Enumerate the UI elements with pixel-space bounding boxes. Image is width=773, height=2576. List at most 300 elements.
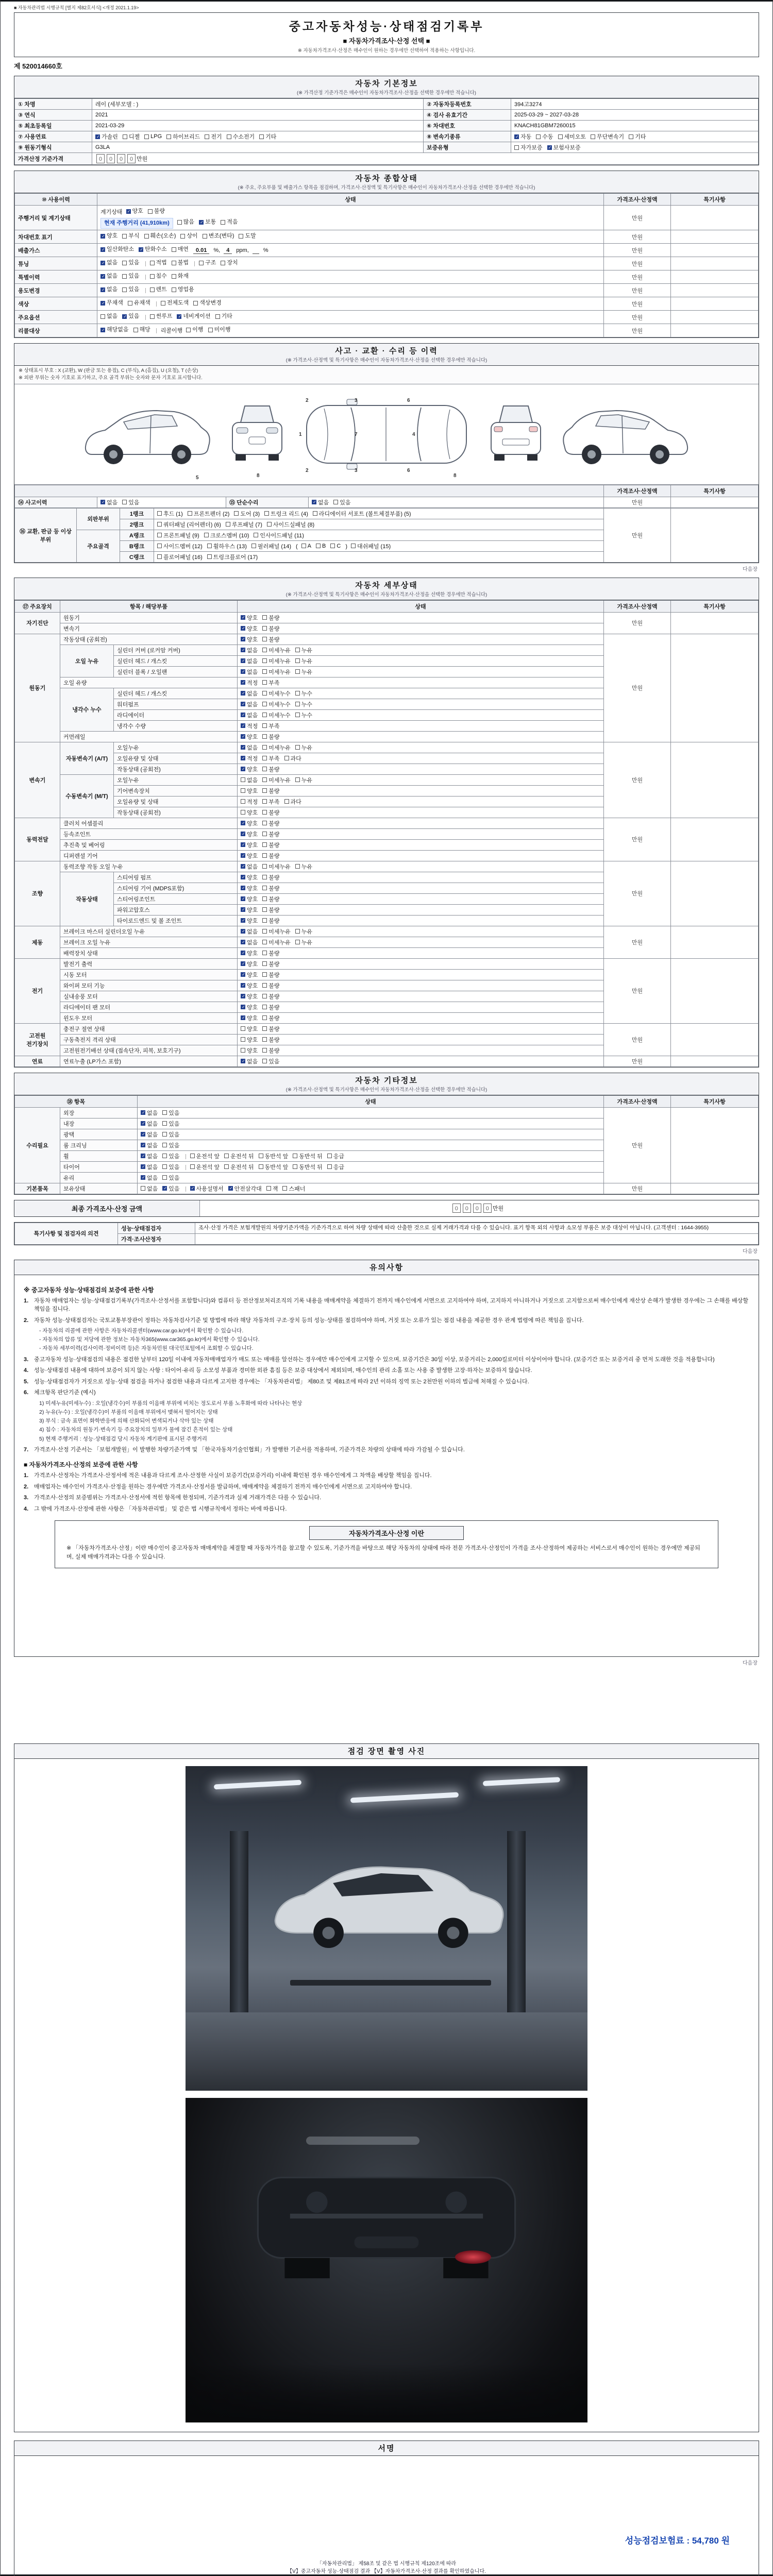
checkbox-option[interactable] (312, 498, 329, 506)
checkbox-icon[interactable] (262, 1015, 267, 1020)
checkbox-icon[interactable] (162, 1121, 167, 1126)
checkbox-option[interactable] (295, 938, 312, 946)
checkbox-checked-icon[interactable] (100, 247, 105, 252)
checkbox-option[interactable] (199, 258, 216, 268)
checkbox-option[interactable] (295, 668, 312, 676)
checkbox-option[interactable] (591, 132, 624, 141)
checkbox-icon[interactable] (161, 301, 165, 306)
checkbox-icon[interactable] (177, 220, 182, 225)
checkbox-icon[interactable] (162, 1110, 167, 1115)
checkbox-option[interactable] (262, 614, 279, 622)
checkbox-icon[interactable] (295, 713, 300, 717)
checkbox-option[interactable] (100, 272, 117, 281)
checkbox-icon[interactable] (172, 247, 176, 252)
checkbox-option[interactable] (262, 819, 279, 827)
checkbox-icon[interactable] (262, 907, 267, 912)
checkbox-icon[interactable] (262, 972, 267, 977)
checkbox-option[interactable] (162, 1130, 179, 1139)
checkbox-icon[interactable] (262, 1048, 267, 1053)
checkbox-option[interactable] (241, 895, 258, 903)
checkbox-option[interactable] (162, 1152, 179, 1160)
checkbox-option[interactable] (241, 906, 258, 914)
checkbox-option[interactable] (100, 498, 117, 506)
checkbox-option[interactable] (514, 143, 543, 151)
checkbox-option[interactable] (251, 542, 291, 550)
checkbox-icon[interactable] (208, 328, 213, 332)
checkbox-checked-icon[interactable] (241, 832, 245, 836)
checkbox-option[interactable] (262, 798, 279, 806)
checkbox-option[interactable] (221, 217, 238, 227)
checkbox-option[interactable] (241, 700, 258, 708)
checkbox-icon[interactable] (203, 234, 207, 239)
checkbox-option[interactable] (241, 884, 258, 892)
checkbox-checked-icon[interactable] (241, 853, 245, 858)
checkbox-option[interactable] (144, 231, 176, 241)
checkbox-option[interactable] (293, 1163, 323, 1171)
checkbox-option[interactable] (162, 1174, 179, 1182)
checkbox-option[interactable] (262, 765, 279, 773)
checkbox-icon[interactable] (262, 961, 267, 966)
checkbox-option[interactable] (295, 711, 312, 719)
checkbox-checked-icon[interactable] (241, 972, 245, 977)
checkbox-option[interactable] (241, 841, 258, 849)
checkbox-icon[interactable] (100, 314, 105, 319)
checkbox-option[interactable] (100, 312, 117, 321)
checkbox-checked-icon[interactable] (100, 328, 105, 332)
checkbox-icon[interactable] (122, 234, 127, 239)
checkbox-checked-icon[interactable] (126, 209, 131, 214)
checkbox-icon[interactable] (262, 821, 267, 825)
checkbox-icon[interactable] (221, 261, 225, 265)
checkbox-option[interactable] (262, 981, 279, 990)
checkbox-option[interactable] (262, 1036, 279, 1044)
checkbox-option[interactable] (295, 646, 312, 654)
checkbox-icon[interactable] (207, 544, 212, 548)
checkbox-option[interactable] (239, 231, 256, 241)
checkbox-icon[interactable] (262, 669, 267, 674)
checkbox-option[interactable] (262, 668, 291, 676)
checkbox-option[interactable] (262, 733, 279, 741)
checkbox-icon[interactable] (234, 511, 239, 516)
checkbox-checked-icon[interactable] (199, 220, 204, 225)
checkbox-option[interactable] (241, 787, 258, 795)
checkbox-icon[interactable] (199, 261, 204, 265)
checkbox-checked-icon[interactable] (95, 134, 100, 139)
checkbox-checked-icon[interactable] (190, 1186, 195, 1191)
checkbox-icon[interactable] (262, 648, 267, 652)
checkbox-icon[interactable] (264, 511, 269, 516)
checkbox-icon[interactable] (295, 745, 300, 750)
checkbox-option[interactable] (293, 1152, 323, 1160)
checkbox-option[interactable] (122, 272, 139, 281)
checkbox-option[interactable] (100, 258, 117, 268)
checkbox-option[interactable] (241, 949, 258, 957)
checkbox-option[interactable] (241, 852, 258, 860)
checkbox-option[interactable] (141, 1152, 158, 1160)
checkbox-option[interactable] (95, 132, 118, 141)
checkbox-checked-icon[interactable] (241, 821, 245, 825)
checkbox-option[interactable] (157, 520, 221, 529)
checkbox-icon[interactable] (293, 1154, 297, 1158)
checkbox-option[interactable] (241, 927, 258, 936)
checkbox-icon[interactable] (166, 134, 171, 139)
checkbox-option[interactable] (122, 258, 139, 268)
checkbox-icon[interactable] (313, 511, 317, 516)
checkbox-icon[interactable] (327, 1164, 332, 1169)
checkbox-option[interactable] (316, 543, 326, 549)
checkbox-icon[interactable] (262, 723, 267, 728)
checkbox-icon[interactable] (226, 522, 230, 527)
checkbox-icon[interactable] (150, 287, 155, 292)
checkbox-icon[interactable] (141, 1186, 145, 1191)
checkbox-option[interactable] (241, 722, 258, 730)
checkbox-icon[interactable] (262, 799, 267, 804)
checkbox-option[interactable] (330, 543, 341, 549)
checkbox-option[interactable] (141, 1163, 158, 1171)
checkbox-icon[interactable] (188, 511, 192, 516)
checkbox-icon[interactable] (241, 777, 245, 782)
checkbox-option[interactable] (228, 1184, 262, 1193)
checkbox-icon[interactable] (157, 522, 162, 527)
checkbox-option[interactable] (295, 743, 312, 752)
checkbox-icon[interactable] (239, 234, 243, 239)
checkbox-option[interactable] (262, 700, 291, 708)
checkbox-icon[interactable] (150, 274, 155, 279)
checkbox-option[interactable] (241, 1046, 258, 1055)
checkbox-checked-icon[interactable] (514, 134, 519, 139)
checkbox-option[interactable] (190, 1184, 224, 1193)
checkbox-checked-icon[interactable] (141, 1154, 145, 1158)
checkbox-option[interactable] (629, 132, 646, 141)
checkbox-option[interactable] (267, 520, 314, 529)
checkbox-option[interactable] (227, 132, 255, 141)
checkbox-checked-icon[interactable] (241, 896, 245, 901)
checkbox-option[interactable] (241, 830, 258, 838)
checkbox-icon[interactable] (301, 544, 306, 548)
checkbox-checked-icon[interactable] (241, 680, 245, 685)
checkbox-checked-icon[interactable] (241, 864, 245, 869)
checkbox-option[interactable] (262, 830, 279, 838)
checkbox-option[interactable] (162, 1120, 179, 1128)
checkbox-icon[interactable] (157, 544, 162, 548)
checkbox-icon[interactable] (282, 1186, 287, 1191)
checkbox-checked-icon[interactable] (241, 875, 245, 879)
checkbox-option[interactable] (295, 657, 312, 665)
checkbox-icon[interactable] (262, 788, 267, 793)
checkbox-option[interactable] (262, 689, 291, 698)
checkbox-option[interactable] (141, 1141, 158, 1149)
checkbox-checked-icon[interactable] (177, 314, 181, 319)
checkbox-option[interactable] (241, 981, 258, 990)
checkbox-icon[interactable] (227, 134, 231, 139)
checkbox-option[interactable] (141, 1120, 158, 1128)
checkbox-checked-icon[interactable] (100, 234, 105, 239)
checkbox-icon[interactable] (629, 134, 633, 139)
checkbox-checked-icon[interactable] (100, 301, 105, 306)
checkbox-icon[interactable] (262, 951, 267, 955)
checkbox-option[interactable] (226, 520, 262, 529)
checkbox-option[interactable] (241, 1003, 258, 1011)
checkbox-option[interactable] (241, 711, 258, 719)
checkbox-option[interactable] (172, 285, 194, 295)
checkbox-option[interactable] (157, 510, 183, 518)
checkbox-checked-icon[interactable] (122, 314, 127, 319)
checkbox-option[interactable] (262, 971, 279, 979)
checkbox-icon[interactable] (162, 1164, 167, 1169)
checkbox-checked-icon[interactable] (241, 637, 245, 641)
checkbox-icon[interactable] (205, 134, 209, 139)
checkbox-checked-icon[interactable] (241, 648, 245, 652)
checkbox-icon[interactable] (333, 500, 338, 504)
checkbox-icon[interactable] (128, 301, 132, 306)
checkbox-option[interactable] (284, 798, 301, 806)
checkbox-option[interactable] (241, 624, 258, 633)
checkbox-icon[interactable] (157, 533, 162, 537)
checkbox-option[interactable] (262, 906, 279, 914)
checkbox-option[interactable] (558, 132, 586, 141)
checkbox-option[interactable] (262, 884, 279, 892)
checkbox-option[interactable] (282, 1184, 305, 1193)
checkbox-icon[interactable] (591, 134, 595, 139)
checkbox-checked-icon[interactable] (241, 907, 245, 912)
checkbox-icon[interactable] (221, 220, 225, 225)
checkbox-icon[interactable] (224, 1154, 229, 1158)
checkbox-option[interactable] (313, 510, 411, 518)
checkbox-option[interactable] (162, 1184, 179, 1193)
checkbox-icon[interactable] (162, 1175, 167, 1180)
checkbox-checked-icon[interactable] (100, 500, 105, 504)
checkbox-option[interactable] (327, 1152, 344, 1160)
checkbox-option[interactable] (241, 960, 258, 968)
checkbox-option[interactable] (262, 1057, 279, 1065)
checkbox-option[interactable] (536, 132, 553, 141)
checkbox-checked-icon[interactable] (241, 929, 245, 934)
checkbox-icon[interactable] (259, 134, 264, 139)
checkbox-icon[interactable] (262, 1005, 267, 1009)
checkbox-option[interactable] (241, 992, 258, 1001)
checkbox-option[interactable] (262, 1003, 279, 1011)
checkbox-icon[interactable] (241, 810, 245, 815)
checkbox-option[interactable] (141, 1130, 158, 1139)
checkbox-icon[interactable] (293, 1164, 297, 1169)
checkbox-option[interactable] (150, 272, 167, 281)
checkbox-icon[interactable] (150, 314, 155, 319)
checkbox-option[interactable] (241, 798, 258, 806)
checkbox-checked-icon[interactable] (162, 1186, 167, 1191)
checkbox-checked-icon[interactable] (139, 247, 143, 252)
checkbox-option[interactable] (157, 531, 199, 539)
checkbox-icon[interactable] (172, 261, 176, 265)
checkbox-checked-icon[interactable] (241, 1059, 245, 1063)
checkbox-option[interactable] (514, 132, 531, 141)
checkbox-icon[interactable] (262, 896, 267, 901)
checkbox-icon[interactable] (204, 533, 209, 537)
checkbox-option[interactable] (100, 231, 117, 241)
checkbox-icon[interactable] (262, 734, 267, 739)
checkbox-icon[interactable] (267, 522, 272, 527)
checkbox-icon[interactable] (162, 1154, 167, 1158)
checkbox-icon[interactable] (262, 994, 267, 998)
checkbox-checked-icon[interactable] (241, 723, 245, 728)
checkbox-option[interactable] (241, 754, 258, 762)
checkbox-option[interactable] (204, 531, 249, 539)
checkbox-icon[interactable] (241, 788, 245, 793)
checkbox-icon[interactable] (295, 702, 300, 706)
checkbox-option[interactable] (547, 143, 581, 151)
checkbox-option[interactable] (162, 1109, 179, 1117)
checkbox-icon[interactable] (224, 1164, 229, 1169)
checkbox-option[interactable] (123, 132, 140, 141)
checkbox-icon[interactable] (262, 691, 267, 696)
checkbox-icon[interactable] (150, 261, 155, 265)
checkbox-option[interactable] (241, 1036, 258, 1044)
checkbox-icon[interactable] (259, 1164, 263, 1169)
checkbox-icon[interactable] (215, 314, 220, 319)
checkbox-option[interactable] (254, 531, 304, 539)
checkbox-icon[interactable] (295, 691, 300, 696)
checkbox-option[interactable] (172, 245, 189, 255)
checkbox-icon[interactable] (207, 554, 212, 559)
checkbox-option[interactable] (100, 285, 117, 295)
checkbox-icon[interactable] (190, 1164, 195, 1169)
checkbox-option[interactable] (141, 1109, 158, 1117)
checkbox-option[interactable] (199, 217, 216, 227)
checkbox-icon[interactable] (295, 777, 300, 782)
checkbox-icon[interactable] (351, 544, 356, 548)
checkbox-option[interactable] (259, 132, 276, 141)
checkbox-icon[interactable] (295, 669, 300, 674)
checkbox-icon[interactable] (172, 274, 176, 279)
checkbox-option[interactable] (141, 1184, 158, 1193)
checkbox-option[interactable] (351, 542, 391, 550)
checkbox-icon[interactable] (262, 1059, 267, 1063)
checkbox-option[interactable] (259, 1163, 289, 1171)
checkbox-option[interactable] (241, 938, 258, 946)
checkbox-option[interactable] (100, 298, 123, 308)
checkbox-option[interactable] (157, 542, 203, 550)
checkbox-option[interactable] (190, 1163, 220, 1171)
checkbox-icon[interactable] (262, 767, 267, 771)
checkbox-checked-icon[interactable] (547, 145, 552, 150)
checkbox-checked-icon[interactable] (241, 940, 245, 944)
checkbox-icon[interactable] (148, 209, 153, 214)
checkbox-icon[interactable] (266, 1186, 271, 1191)
checkbox-option[interactable] (295, 927, 312, 936)
checkbox-option[interactable] (262, 808, 279, 817)
checkbox-icon[interactable] (262, 864, 267, 869)
checkbox-option[interactable] (166, 132, 200, 141)
checkbox-option[interactable] (100, 325, 129, 335)
checkbox-checked-icon[interactable] (312, 500, 316, 504)
checkbox-icon[interactable] (133, 328, 138, 332)
checkbox-checked-icon[interactable] (241, 994, 245, 998)
checkbox-icon[interactable] (193, 301, 198, 306)
checkbox-icon[interactable] (262, 702, 267, 706)
checkbox-option[interactable] (262, 754, 279, 762)
checkbox-option[interactable] (162, 1141, 179, 1149)
checkbox-option[interactable] (150, 258, 167, 268)
checkbox-option[interactable] (224, 1152, 254, 1160)
checkbox-option[interactable] (262, 841, 279, 849)
checkbox-option[interactable] (190, 1152, 220, 1160)
checkbox-option[interactable] (262, 852, 279, 860)
checkbox-checked-icon[interactable] (241, 767, 245, 771)
checkbox-option[interactable] (193, 298, 222, 308)
checkbox-checked-icon[interactable] (228, 1186, 233, 1191)
checkbox-option[interactable] (241, 917, 258, 925)
checkbox-checked-icon[interactable] (100, 274, 105, 279)
checkbox-option[interactable] (295, 862, 312, 871)
checkbox-option[interactable] (241, 819, 258, 827)
checkbox-option[interactable] (224, 1163, 254, 1171)
checkbox-option[interactable] (172, 258, 189, 268)
checkbox-option[interactable] (157, 553, 203, 561)
checkbox-option[interactable] (262, 646, 291, 654)
checkbox-icon[interactable] (284, 799, 289, 804)
checkbox-option[interactable] (241, 743, 258, 752)
checkbox-icon[interactable] (262, 918, 267, 923)
checkbox-icon[interactable] (262, 853, 267, 858)
checkbox-icon[interactable] (122, 261, 127, 265)
checkbox-option[interactable] (141, 1174, 158, 1182)
checkbox-option[interactable] (262, 722, 279, 730)
checkbox-option[interactable] (241, 614, 258, 622)
checkbox-icon[interactable] (262, 756, 267, 760)
checkbox-icon[interactable] (162, 1143, 167, 1147)
checkbox-option[interactable] (241, 668, 258, 676)
checkbox-icon[interactable] (241, 1037, 245, 1042)
checkbox-icon[interactable] (316, 544, 321, 548)
checkbox-option[interactable] (148, 207, 165, 216)
checkbox-icon[interactable] (295, 658, 300, 663)
checkbox-icon[interactable] (180, 234, 185, 239)
checkbox-icon[interactable] (262, 842, 267, 847)
checkbox-option[interactable] (262, 992, 279, 1001)
checkbox-icon[interactable] (254, 533, 258, 537)
checkbox-icon[interactable] (144, 234, 149, 239)
checkbox-icon[interactable] (122, 274, 127, 279)
checkbox-icon[interactable] (284, 756, 289, 760)
checkbox-option[interactable] (262, 1046, 279, 1055)
checkbox-option[interactable] (262, 895, 279, 903)
checkbox-option[interactable] (205, 132, 222, 141)
checkbox-checked-icon[interactable] (241, 756, 245, 760)
checkbox-checked-icon[interactable] (141, 1132, 145, 1137)
checkbox-icon[interactable] (157, 511, 162, 516)
checkbox-icon[interactable] (514, 145, 519, 150)
checkbox-checked-icon[interactable] (100, 261, 105, 265)
checkbox-option[interactable] (295, 776, 312, 784)
checkbox-icon[interactable] (558, 134, 563, 139)
checkbox-icon[interactable] (162, 1132, 167, 1137)
checkbox-option[interactable] (262, 624, 279, 633)
checkbox-checked-icon[interactable] (141, 1143, 145, 1147)
checkbox-option[interactable] (262, 862, 291, 871)
checkbox-option[interactable] (207, 542, 247, 550)
checkbox-option[interactable] (241, 657, 258, 665)
checkbox-option[interactable] (241, 646, 258, 654)
checkbox-option[interactable] (333, 498, 350, 506)
checkbox-option[interactable] (262, 787, 279, 795)
checkbox-icon[interactable] (144, 134, 149, 139)
checkbox-option[interactable] (100, 245, 134, 255)
checkbox-option[interactable] (177, 312, 210, 321)
checkbox-option[interactable] (241, 635, 258, 643)
checkbox-option[interactable] (122, 231, 139, 241)
checkbox-option[interactable] (128, 298, 150, 308)
checkbox-checked-icon[interactable] (141, 1175, 145, 1180)
checkbox-icon[interactable] (262, 983, 267, 988)
